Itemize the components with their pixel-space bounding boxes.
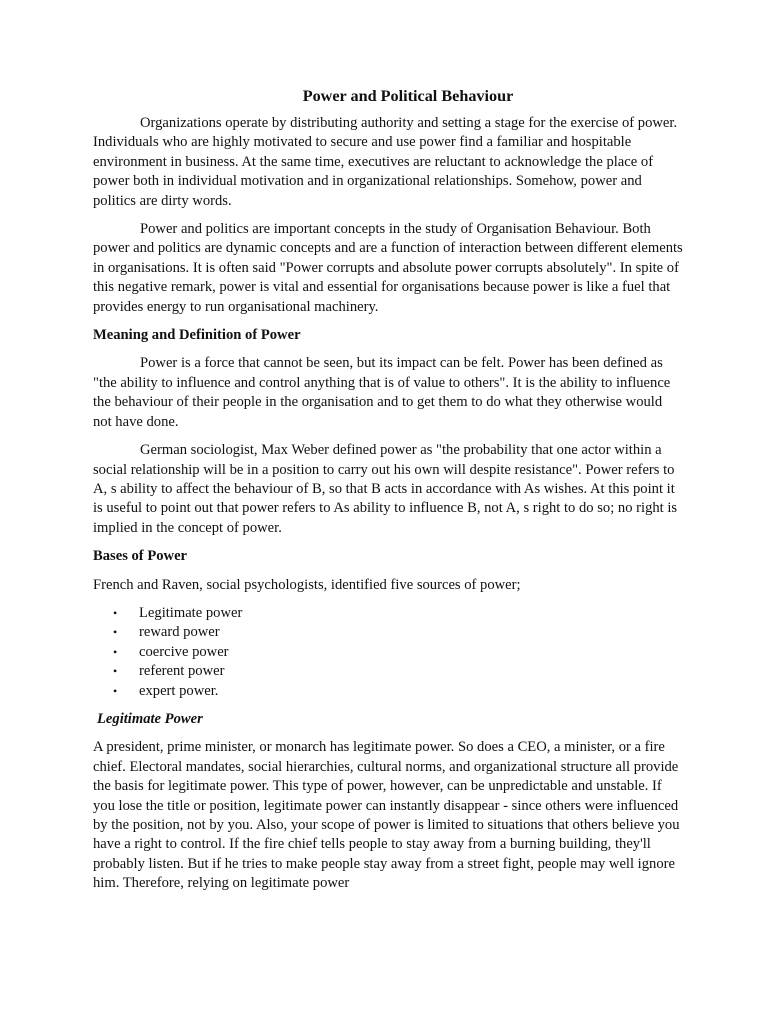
list-item — [93, 604, 683, 623]
legitimate-power-paragraph: A president, prime minister, or monarch has legitimate power. So does a CEO, a minister, or a fire chief. Electoral mandates, social hierarchies, cultural norms, and organizational structure all provide the basis for legitimate power. This type of power, however, can be unpredictable and unstable. If you lose the title or position, legitimate power can instantly disappear - since others were influenced by the position, not by you. Also, your scope of power is limited to situations that others believe you have a right to control. If the fire chief tells people to stay away from a burning building, they'll probably listen. But if he tries to make people stay away from a street fight, people may well ignore him. Therefore, relying on legitimate power — [93, 739, 680, 892]
bullet-icon: • — [113, 625, 118, 640]
bullet-icon: • — [113, 605, 118, 620]
intro-paragraph-2: Power and politics are important concepts in the study of Organisation Behaviour. Both power and politics are dynamic concepts and are a function of interaction between different elements in organisations. It is often said "Power corrupts and absolute power corrupts absolutely". In spite of this negative remark, power is vital and essential for organisations because power is like a fuel that provides energy to run organisational machinery. — [93, 221, 683, 315]
bullet-icon: • — [113, 683, 118, 698]
list-item — [93, 623, 683, 642]
list-item-label: coercive power — [139, 643, 229, 660]
list-item — [93, 682, 683, 701]
list-item-label: Legitimate power — [139, 604, 243, 621]
document-title: Power and Political Behaviour — [302, 87, 514, 105]
list-item-label: reward power — [139, 624, 220, 641]
meaning-paragraph-2: German sociologist, Max Weber defined power as "the probability that one actor within a social relationship will be in a position to carry out his own will despite resistance". Power refers to A, s ability to affect the behaviour of B, so that B acts in accordance with As wishes. At this point it is useful to point out that power refers to As ability to influence B, not A, s right to do so; no right is implied in the concept of power. — [93, 442, 678, 536]
bases-heading: Bases of Power — [93, 548, 188, 565]
list-item-label: expert power. — [139, 682, 219, 699]
list-item-label: referent power — [139, 663, 225, 680]
bullet-icon: • — [113, 664, 118, 679]
meaning-heading: Meaning and Definition of Power — [93, 327, 301, 344]
legitimate-power-heading: Legitimate Power — [97, 710, 203, 727]
power-sources-list — [93, 604, 683, 701]
bases-intro: French and Raven, social psychologists, identified five sources of power; — [93, 576, 521, 593]
meaning-paragraph-1: Power is a force that cannot be seen, but its impact can be felt. Power has been defined as "the ability to influence and control anything that is of value to others". It is the ability to influence the behaviour of their people in the organisation and to get them to do what they otherwise would not have done. — [93, 355, 671, 430]
bullet-icon: • — [113, 644, 118, 659]
document-page — [93, 86, 683, 903]
intro-paragraph-1: Organizations operate by distributing authority and setting a stage for the exercise of power. Individuals who are highly motivated to secure and use power find a familiar and hospitable environment in business. At the same time, executives are reluctant to acknowledge the place of power both in individual motivation and in organizational relationships. Somehow, power and politics are dirty words. — [93, 115, 678, 209]
list-item — [93, 643, 683, 662]
list-item — [93, 662, 683, 681]
